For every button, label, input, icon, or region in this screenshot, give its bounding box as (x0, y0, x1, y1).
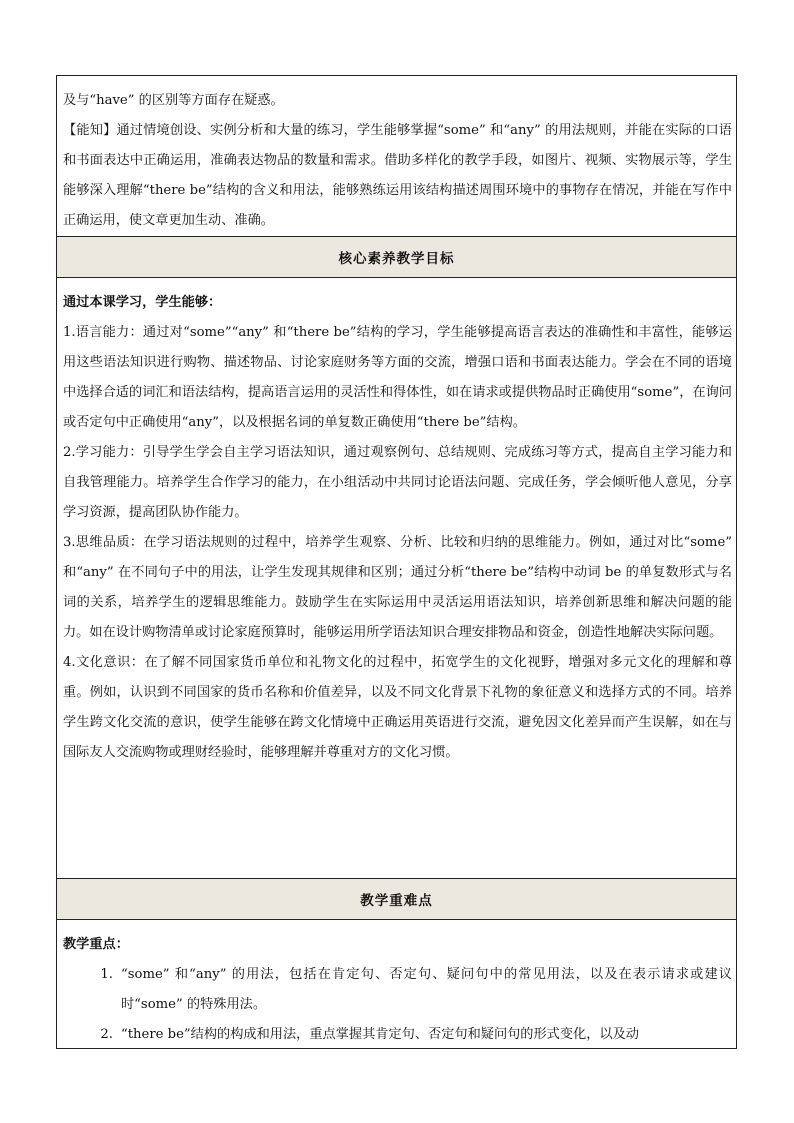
list-item-text: “there be”结构的构成和用法，重点掌握其肯定句、否定句和疑问句的形式变化，以及动 (121, 1027, 639, 1042)
competency-learning: 2.学习能力：引导学生学会自主学习语法知识，通过观察例句、总结规则、完成练习等方式，提高自主学习能力和自我管理能力。培养学生合作学习的能力，在小组活动中共同讨论语法问题、完成任务，学会倾听他人意见，分享学习资源，提高团队协作能力。 (63, 445, 732, 520)
list-item-number: 1. (100, 967, 113, 982)
list-item (63, 960, 732, 1020)
section-header-core-competency (57, 237, 736, 278)
key-points-list (63, 960, 732, 1048)
competency-language: 1.语言能力：通过对“some”“any” 和“there be”结构的学习，学生能够提高语言表达的准确性和丰富性，能够运用这些语法知识进行购物、描述物品、讨论家庭财务等方面的交流，增强口语和书面表达能力。学会在不同的语境中选择合适的词汇和语法结构，提高语言运用的灵活性和得体性，如在请求或提供物品时正确使用“some”，在询问或否定句中正确使用“any”，以及根据名词的单复数正确使用“there be”结构。 (63, 325, 732, 430)
key-points-cell (57, 920, 736, 1048)
paragraph-ability-goal: 【能知】通过情境创设、实例分析和大量的练习，学生能够掌握“some” 和“any” 的用法规则，并能在实际的口语和书面表达中正确运用，准确表达物品的数量和需求。借助多样化的教学手段，如图片、视频、实物展示等，学生能够深入理解“there be”结构的含义和用法，能够熟练运用该结构描述周围环境中的事物存在情况，并能在写作中正确运用，使文章更加生动、准确。 (63, 123, 732, 228)
knowledge-goal-cell (57, 76, 736, 237)
section-title: 核心素养教学目标 (338, 251, 455, 267)
section-title: 教学重难点 (360, 893, 433, 909)
list-item-text: “some” 和“any” 的用法，包括在肯定句、否定句、疑问句中的常见用法，以及在表示请求或建议时“some” 的特殊用法。 (121, 967, 732, 1012)
paragraph-have-confusion: 及与“have” 的区别等方面存在疑惑。 (63, 93, 284, 108)
lesson-plan-table (56, 75, 737, 1049)
list-item-number: 2. (100, 1027, 113, 1042)
list-item (63, 1020, 732, 1048)
competency-thinking: 3.思维品质：在学习语法规则的过程中，培养学生观察、分析、比较和归纳的思维能力。例如，通过对比“some” 和“any” 在不同句子中的用法，让学生发现其规律和区别；通过分析“there be”结构中动词 be 的单复数形式与名词的关系，培养学生的逻辑思维能力。鼓励学生在实际运用中灵活运用语法知识，培养创新思维和解决问题的能力。如在设计购物清单或讨论家庭预算时，能够运用所学语法知识合理安排物品和资金，创造性地解决实际问题。 (63, 535, 732, 640)
key-points-intro: 教学重点： (63, 937, 129, 952)
section-header-key-points (57, 879, 736, 920)
competency-intro: 通过本课学习，学生能够： (63, 295, 222, 310)
competency-culture: 4.文化意识：在了解不同国家货币单位和礼物文化的过程中，拓宽学生的文化视野，增强对多元文化的理解和尊重。例如，认识到不同国家的货币名称和价值差异，以及不同文化背景下礼物的象征意义和选择方式的不同。培养学生跨文化交流的意识，使学生能够在跨文化情境中正确运用英语进行交流，避免因文化差异而产生误解，如在与国际友人交流购物或理财经验时，能够理解并尊重对方的文化习惯。 (63, 655, 732, 760)
core-competency-cell (57, 278, 736, 879)
